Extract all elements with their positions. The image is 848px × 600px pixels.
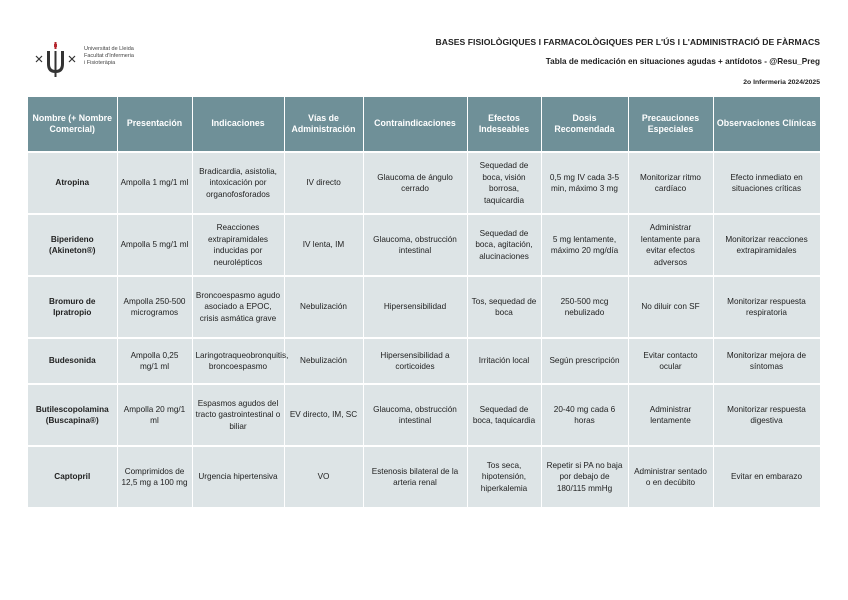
table-row — [28, 384, 820, 446]
document-subtitle: Tabla de medicación en situaciones agudas + antídotos - @Resu_Preg — [545, 57, 820, 66]
drug-name: Captopril — [28, 446, 117, 507]
observations-cell: Monitorizar respuesta respiratoria — [713, 276, 820, 338]
precautions-cell: Monitorizar ritmo cardíaco — [628, 152, 713, 214]
indications-cell: Urgencia hipertensiva — [192, 446, 284, 507]
crest-icon — [34, 42, 78, 78]
presentation-cell: Ampolla 1 mg/1 ml — [117, 152, 192, 214]
university-logo — [34, 42, 154, 78]
column-header: Contraindicaciones — [363, 97, 467, 152]
contraindications-cell: Glaucoma de ángulo cerrado — [363, 152, 467, 214]
logo-line-2: Facultat d'Infermeria — [84, 53, 134, 59]
drug-name: Bromuro de Ipratropio — [28, 276, 117, 338]
effects-cell: Sequedad de boca, taquicardia — [467, 384, 541, 446]
course-label: 2o Infermeria 2024/2025 — [743, 79, 820, 86]
precautions-cell: Administrar sentado o en decúbito — [628, 446, 713, 507]
observations-cell: Efecto inmediato en situaciones críticas — [713, 152, 820, 214]
column-header: Precauciones Especiales — [628, 97, 713, 152]
drug-name: Atropina — [28, 152, 117, 214]
table-row — [28, 338, 820, 384]
logo-line-3: i Fisioteràpia — [84, 60, 116, 66]
contraindications-cell: Glaucoma, obstrucción intestinal — [363, 214, 467, 276]
indications-cell: Reacciones extrapiramidales inducidas por neurolépticos — [192, 214, 284, 276]
column-header: Dosis Recomendada — [541, 97, 628, 152]
column-header: Indicaciones — [192, 97, 284, 152]
presentation-cell: Comprimidos de 12,5 mg a 100 mg — [117, 446, 192, 507]
document-title: BASES FISIOLÒGIQUES I FARMACOLÒGIQUES PER L'ÚS I L'ADMINISTRACIÓ DE FÀRMACS — [435, 37, 820, 47]
observations-cell: Monitorizar respuesta digestiva — [713, 384, 820, 446]
table-row — [28, 152, 820, 214]
precautions-cell: Administrar lentamente — [628, 384, 713, 446]
route-cell: Nebulización — [284, 338, 363, 384]
dose-cell: Repetir si PA no baja por debajo de 180/115 mmHg — [541, 446, 628, 507]
table-row — [28, 214, 820, 276]
dose-cell: 5 mg lentamente, máximo 20 mg/día — [541, 214, 628, 276]
contraindications-cell: Hipersensibilidad a corticoides — [363, 338, 467, 384]
precautions-cell: Administrar lentamente para evitar efectos adversos — [628, 214, 713, 276]
observations-cell: Monitorizar reacciones extrapiramidales — [713, 214, 820, 276]
table-row — [28, 276, 820, 338]
effects-cell: Tos, sequedad de boca — [467, 276, 541, 338]
indications-cell: Broncoespasmo agudo asociado a EPOC, crisis asmática grave — [192, 276, 284, 338]
table-row — [28, 446, 820, 507]
medication-table — [28, 97, 821, 507]
table-header-row — [28, 97, 820, 152]
precautions-cell: No diluir con SF — [628, 276, 713, 338]
logo-text — [84, 46, 164, 67]
effects-cell: Sequedad de boca, agitación, alucinaciones — [467, 214, 541, 276]
dose-cell: 250-500 mcg nebulizado — [541, 276, 628, 338]
dose-cell: Según prescripción — [541, 338, 628, 384]
route-cell: VO — [284, 446, 363, 507]
drug-name: Biperideno (Akineton®) — [28, 214, 117, 276]
column-header: Presentación — [117, 97, 192, 152]
logo-line-1: Universitat de Lleida — [84, 46, 134, 52]
contraindications-cell: Estenosis bilateral de la arteria renal — [363, 446, 467, 507]
drug-name: Butilescopolamina (Buscapina®) — [28, 384, 117, 446]
indications-cell: Laringotraqueobronquitis, broncoespasmo — [192, 338, 284, 384]
route-cell: Nebulización — [284, 276, 363, 338]
contraindications-cell: Hipersensibilidad — [363, 276, 467, 338]
column-header: Vías de Administración — [284, 97, 363, 152]
dose-cell: 20-40 mg cada 6 horas — [541, 384, 628, 446]
contraindications-cell: Glaucoma, obstrucción intestinal — [363, 384, 467, 446]
route-cell: IV directo — [284, 152, 363, 214]
effects-cell: Sequedad de boca, visión borrosa, taquicardia — [467, 152, 541, 214]
observations-cell: Monitorizar mejora de síntomas — [713, 338, 820, 384]
effects-cell: Irritación local — [467, 338, 541, 384]
precautions-cell: Evitar contacto ocular — [628, 338, 713, 384]
column-header: Efectos Indeseables — [467, 97, 541, 152]
route-cell: EV directo, IM, SC — [284, 384, 363, 446]
indications-cell: Espasmos agudos del tracto gastrointestinal o biliar — [192, 384, 284, 446]
presentation-cell: Ampolla 20 mg/1 ml — [117, 384, 192, 446]
column-header: Nombre (+ Nombre Comercial) — [28, 97, 117, 152]
effects-cell: Tos seca, hipotensión, hiperkalemia — [467, 446, 541, 507]
column-header: Observaciones Clínicas — [713, 97, 820, 152]
route-cell: IV lenta, IM — [284, 214, 363, 276]
presentation-cell: Ampolla 250-500 microgramos — [117, 276, 192, 338]
presentation-cell: Ampolla 5 mg/1 ml — [117, 214, 192, 276]
drug-name: Budesonida — [28, 338, 117, 384]
dose-cell: 0,5 mg IV cada 3-5 min, máximo 3 mg — [541, 152, 628, 214]
presentation-cell: Ampolla 0,25 mg/1 ml — [117, 338, 192, 384]
indications-cell: Bradicardia, asistolia, intoxicación por organofosforados — [192, 152, 284, 214]
observations-cell: Evitar en embarazo — [713, 446, 820, 507]
